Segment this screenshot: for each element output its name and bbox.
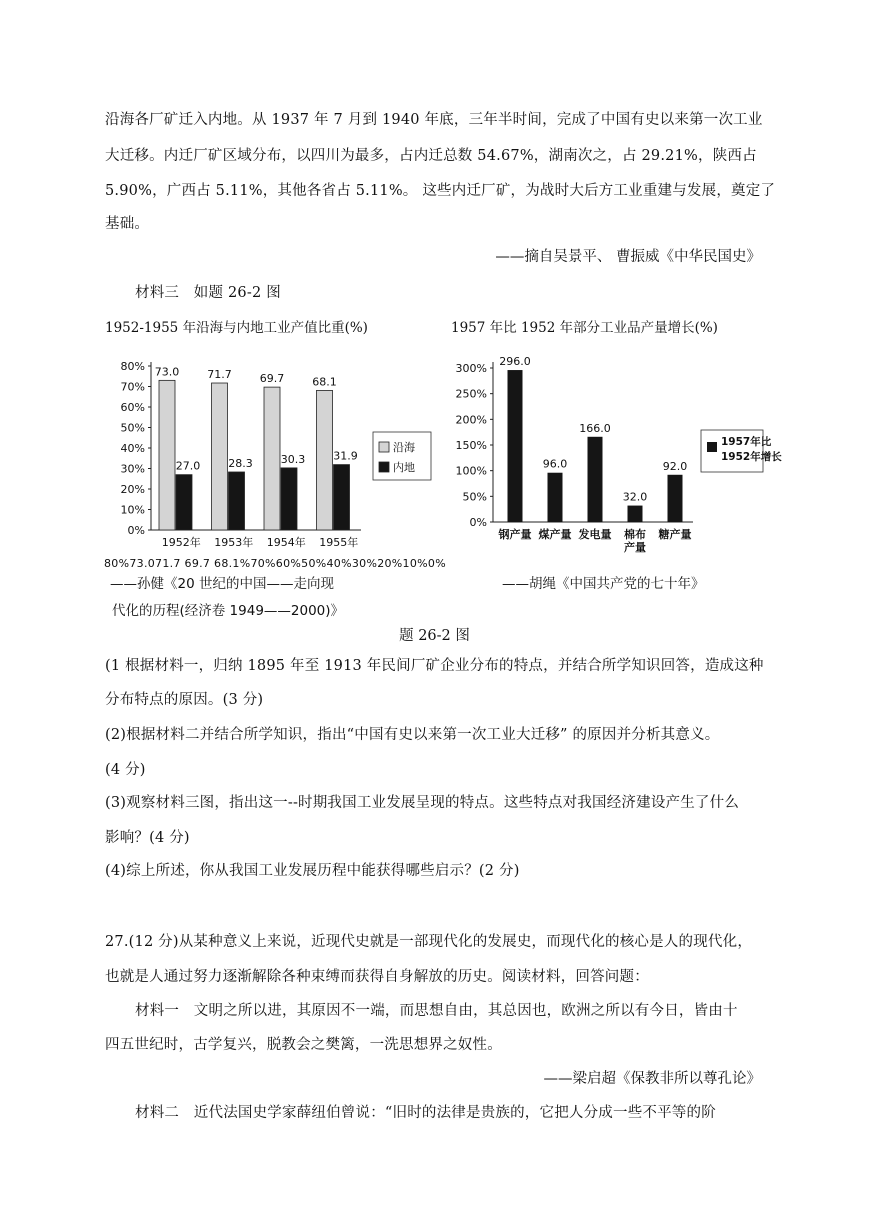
garbled-text: 80%73.071.7 69.7 68.1%70%60%50%40%30%20%10%0%	[104, 557, 446, 570]
bar	[508, 370, 523, 522]
legend-swatch	[707, 442, 717, 452]
question-line: 影响？(4 分)	[105, 830, 190, 846]
bar-内地	[229, 472, 245, 530]
data-label: 30.3	[280, 452, 306, 466]
y-tick-label: 60%	[120, 401, 145, 414]
question-line: (3)观察材料三图，指出这一--时期我国工业发展呈现的特点。这些特点对我国经济建设产生了什么	[105, 795, 740, 811]
category-label: 1955年	[319, 536, 359, 549]
q27-line: 27.(12 分)从某种意义上来说，近现代史就是一部现代化的发展史，而现代化的核心是人的现代化，	[105, 934, 753, 950]
y-tick-label: 0%	[127, 524, 145, 537]
bar-chart-right	[445, 350, 782, 562]
question-line: (4)综上所述，你从我国工业发展历程中能获得哪些启示？(2 分)	[105, 863, 520, 879]
y-tick-label: 70%	[120, 380, 145, 394]
legend-label: 沿海	[393, 441, 415, 454]
data-label: 27.0	[175, 459, 201, 473]
data-label: 71.7	[207, 368, 232, 382]
bar-沿海	[317, 390, 333, 530]
category-label: 1954年	[266, 536, 306, 549]
y-tick-label: 40%	[120, 442, 145, 455]
paragraph-line: 5.90%，广西占 5.11%，其他各省占 5.11%。 这些内迁厂矿，为战时大后方工业重建与发展，奠定了	[105, 183, 776, 199]
source-citation: ——摘自吴景平、 曹振威《中华民国史》	[495, 249, 761, 265]
q27-line: 也就是人通过努力逐渐解除各种束缚而获得自身解放的历史。阅读材料，回答问题：	[105, 969, 649, 985]
bar	[548, 473, 563, 522]
y-tick-label: 0%	[469, 516, 487, 529]
paragraph-line: 大迁移。内迁厂矿区域分布，以四川为最多，占内迁总数 54.67%，湖南次之，占 29.21%，陕西占	[105, 148, 757, 164]
q27-line: 材料一 文明之所以进，其原因不一端，而思想自由，其总因也，欧洲之所以有今日，皆由十	[135, 1003, 738, 1019]
data-label: 96.0	[542, 457, 568, 471]
legend-label: 1957年比	[721, 436, 772, 448]
bar-内地	[334, 465, 350, 530]
source-right: ——胡绳《中国共产党的七十年》	[502, 576, 705, 592]
bar-chart-left	[105, 350, 435, 562]
bar-沿海	[212, 383, 228, 530]
bar-沿海	[264, 387, 280, 530]
category-label: 糖产量	[658, 528, 692, 541]
bar-内地	[281, 468, 297, 530]
source-q27: ——梁启超《保教非所以尊孔论》	[543, 1071, 761, 1087]
source-left-line1: ——孙健《20 世纪的中国——走向现	[110, 576, 334, 592]
bar-内地	[176, 475, 192, 530]
question-line: (1 根据材料一，归纳 1895 年至 1913 年民间厂矿企业分布的特点，并结合所学知识回答，造成这种	[105, 658, 764, 674]
category-label: 1952年	[161, 536, 201, 549]
data-label: 92.0	[662, 459, 688, 473]
paragraph-line: 沿海各厂矿迁入内地。从 1937 年 7 月到 1940 年底，三年半时间，完成了中国有史以来第一次工业	[105, 112, 763, 128]
y-tick-label: 50%	[120, 421, 145, 435]
data-label: 68.1	[312, 375, 337, 389]
legend-swatch	[379, 462, 389, 472]
y-tick-label: 50%	[462, 490, 487, 504]
y-tick-label: 80%	[120, 360, 145, 373]
bar	[588, 437, 603, 522]
y-tick-label: 10%	[120, 503, 145, 517]
legend-label: 1952年增长	[721, 451, 782, 463]
paragraph-line: 基础。	[105, 216, 150, 232]
category-label: 产量	[624, 541, 646, 554]
data-label: 31.9	[333, 449, 358, 463]
material2-line: 材料二 近代法国史学家薛纽伯曾说：“旧时的法律是贵族的，它把人分成一些不平等的阶	[135, 1105, 716, 1121]
question-line: 分布特点的原因。(3 分)	[105, 692, 264, 708]
y-tick-label: 150%	[455, 439, 487, 452]
data-label: 296.0	[499, 355, 531, 369]
data-label: 28.3	[228, 456, 253, 470]
y-tick-label: 100%	[455, 464, 487, 478]
category-label: 发电量	[578, 528, 612, 541]
category-label: 1953年	[214, 536, 254, 549]
y-tick-label: 300%	[455, 362, 487, 375]
data-label: 69.7	[259, 372, 285, 386]
question-line: (2)根据材料二并结合所学知识，指出“中国有史以来第一次工业大迁移” 的原因并分析其意义。	[105, 727, 720, 743]
y-tick-label: 250%	[455, 387, 487, 401]
category-label: 钢产量	[498, 528, 532, 541]
chart-title-right: 1957 年比 1952 年部分工业品产量增长(%)	[451, 320, 718, 336]
q27-line: 四五世纪时，古学复兴，脱教会之樊篱，一洗思想界之奴性。	[105, 1037, 502, 1053]
data-label: 73.0	[154, 365, 180, 379]
category-label: 煤产量	[538, 528, 572, 541]
bar	[668, 475, 683, 522]
y-tick-label: 30%	[120, 462, 145, 476]
category-label: 棉布	[624, 528, 646, 541]
source-left-line2: 代化的历程(经济卷 1949——2000)》	[112, 603, 345, 619]
y-tick-label: 200%	[455, 413, 487, 427]
legend-swatch	[379, 442, 389, 452]
data-label: 166.0	[579, 421, 611, 435]
y-tick-label: 20%	[120, 483, 145, 496]
figure-caption: 题 26-2 图	[399, 628, 470, 644]
bar-沿海	[159, 380, 175, 530]
data-label: 32.0	[622, 490, 648, 504]
bar	[628, 506, 643, 522]
question-line: (4 分)	[105, 762, 146, 778]
material-label: 材料三 如题 26-2 图	[135, 285, 281, 301]
legend-label: 内地	[393, 461, 415, 474]
chart-title-left: 1952-1955 年沿海与内地工业产值比重(%)	[105, 320, 368, 336]
